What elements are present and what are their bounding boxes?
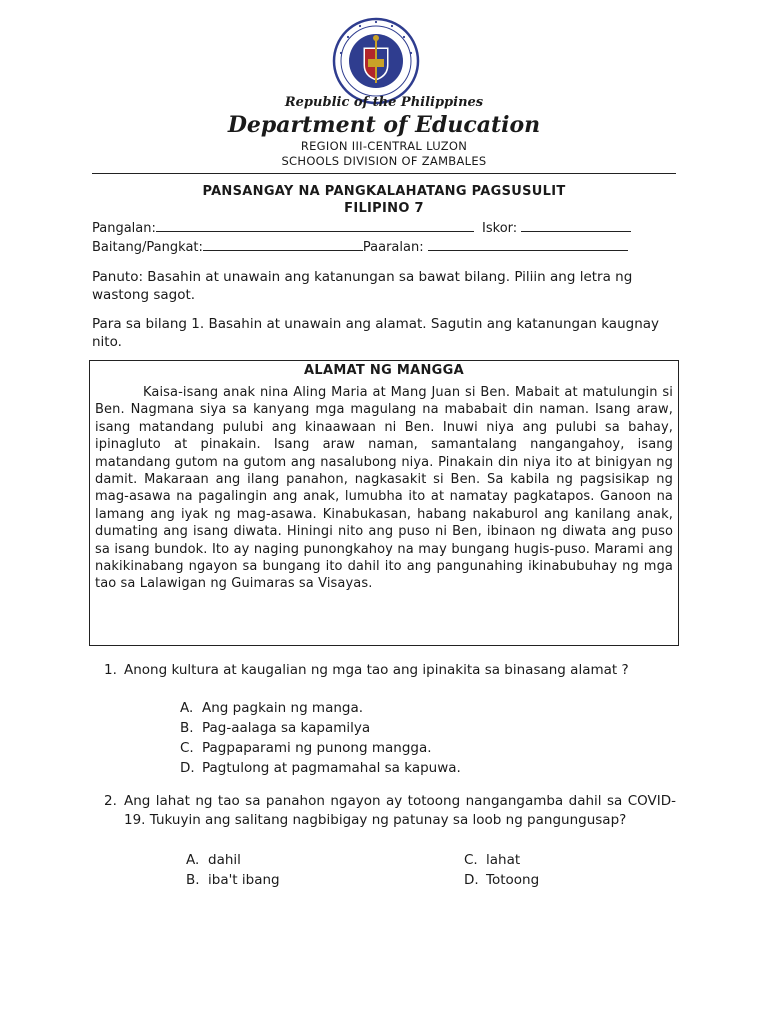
option-1d[interactable]: D. Pagtulong at pagmamahal sa kapuwa. xyxy=(180,760,461,776)
question-2 xyxy=(104,792,676,830)
instructions: Panuto: Basahin at unawain ang katanungan sa bawat bilang. Piliin ang letra ng wastong sagot. xyxy=(92,269,633,303)
republic-heading: Republic of the Philippines xyxy=(284,95,484,110)
question-text: Ang lahat ng tao sa panahon ngayon ay totoong nangangamba dahil sa COVID-19. Tukuyin ang salitang nagbibigay ng patunay sa loob ng pangungusap? xyxy=(124,793,676,828)
grade-field[interactable] xyxy=(203,238,363,251)
exam-subject: FILIPINO 7 xyxy=(344,201,424,216)
story-title: ALAMAT NG MANGGA xyxy=(304,363,464,378)
option-1a[interactable]: A. Ang pagkain ng manga. xyxy=(180,700,364,716)
school-field[interactable] xyxy=(428,238,628,251)
exam-title: PANSANGAY NA PANGKALAHATANG PAGSUSULIT xyxy=(202,184,566,199)
option-2b[interactable]: B. iba't ibang xyxy=(186,872,280,888)
question-number: 2. xyxy=(104,793,117,809)
grade-row xyxy=(92,238,628,255)
question-number: 1. xyxy=(104,662,117,678)
department-heading: Department of Education xyxy=(227,112,541,138)
division-text: SCHOOLS DIVISION OF ZAMBALES xyxy=(281,154,487,168)
score-field[interactable] xyxy=(521,219,631,232)
option-2c[interactable]: C. lahat xyxy=(464,852,521,868)
option-1c[interactable]: C. Pagpaparami ng punong mangga. xyxy=(180,740,432,756)
option-1b[interactable]: B. Pag-aalaga sa kapamilya xyxy=(180,720,371,736)
name-field[interactable] xyxy=(156,219,474,232)
name-label: Pangalan: xyxy=(92,221,156,236)
option-2a[interactable]: A. dahil xyxy=(186,852,241,868)
deped-seal-logo xyxy=(332,17,420,105)
grade-label: Baitang/Pangkat: xyxy=(92,240,203,255)
name-row xyxy=(92,219,631,236)
score-label: Iskor: xyxy=(482,221,518,236)
question-1 xyxy=(104,661,676,680)
story-note: Para sa bilang 1. Basahin at unawain ang alamat. Sagutin ang katanungan kaugnay nito. xyxy=(92,316,660,350)
story-box xyxy=(89,360,679,646)
story-body: Kaisa-isang anak nina Aling Maria at Mang Juan si Ben. Mabait at matulungin si Ben. Nagmana siya sa kanyang mga magulang na mababait din naman. Isang araw, isang matandang pulubi ang kinaawaan ni Ben. Inuwi niya ang pulubi sa bahay, ipinagluto at pinakain. Isang araw naman, samantalang nangangahoy, isang matandang gutom na gutom ang nasalubong niya. Pinakain din niya ito at binigyan ng damit. Makaraan ang ilang panahon, nagkasakit si Ben. Sa kabila ng pagsisikap ng mag-asawa na pagalingin ang anak, lumubha ito at namatay pagkatapos. Ganoon na lamang ang iyak ng mag-asawa. Kinabukasan, habang nakaburol ang kanilang anak, dumating ang isang diwata. Hiningi nito ang puso ni Ben, ibinaon ng diwata ang puso sa isang bundok. Ito ay naging punongkahoy na may bungang hugis-puso. Marami ang nakikinabang ngayon sa bungang ito dahil ito ang pangunahing ikinabubuhay ng mga tao sa Lalawigan ng Guimaras sa Visayas. xyxy=(95,385,673,592)
question-text: Anong kultura at kaugalian ng mga tao ang ipinakita sa binasang alamat ? xyxy=(124,662,629,678)
header-divider xyxy=(92,173,676,174)
option-2d[interactable]: D. Totoong xyxy=(464,872,540,888)
school-label: Paaralan: xyxy=(362,240,424,255)
region-text: REGION III-CENTRAL LUZON xyxy=(300,139,468,153)
